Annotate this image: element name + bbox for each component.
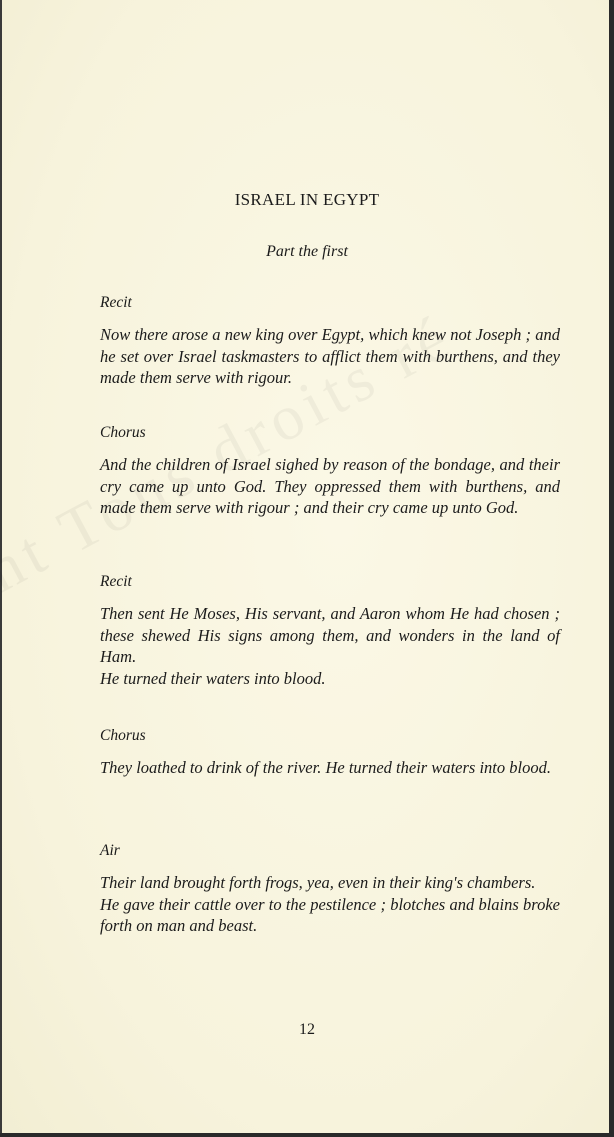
page-title: ISRAEL IN EGYPT [234,190,380,209]
section-label: Recit [100,294,132,311]
section-text: And the children of Israel sighed by reason of the bondage, and their cry came up unto God. They oppressed them with burthens, and made them serve with rigour ; and their cry came up unto God. [100,455,560,517]
section-recit-1 [100,294,560,389]
section-text: He gave their cattle over to the pestilence ; blotches and blains broke forth on man and beast. [100,894,560,935]
page-bottom-edge [0,1133,614,1137]
section-chorus-1 [100,424,560,519]
section-label: Chorus [100,424,146,441]
section-text: They loathed to drink of the river. He turned their waters into blood. [100,758,551,777]
section-label: Chorus [100,727,146,744]
section-air [100,842,560,937]
section-text: Now there arose a new king over Egypt, which knew not Joseph ; and he set over Israel taskmasters to afflict them with burthens, and they made them serve with rigour. [100,325,560,387]
section-text: Their land brought forth frogs, yea, even in their king's chambers. [100,873,536,892]
section-label: Air [100,842,120,859]
section-recit-2 [100,573,560,689]
section-text: He turned their waters into blood. [100,668,326,688]
page-subtitle: Part the first [266,243,348,260]
section-text: Then sent He Moses, His servant, and Aaron whom He had chosen ; these shewed His signs among them, and wonders in the land of Ham. [100,604,560,666]
page-right-edge [609,0,614,1137]
section-chorus-2 [100,727,560,779]
page-number: 12 [299,1021,315,1038]
section-label: Recit [100,573,132,590]
